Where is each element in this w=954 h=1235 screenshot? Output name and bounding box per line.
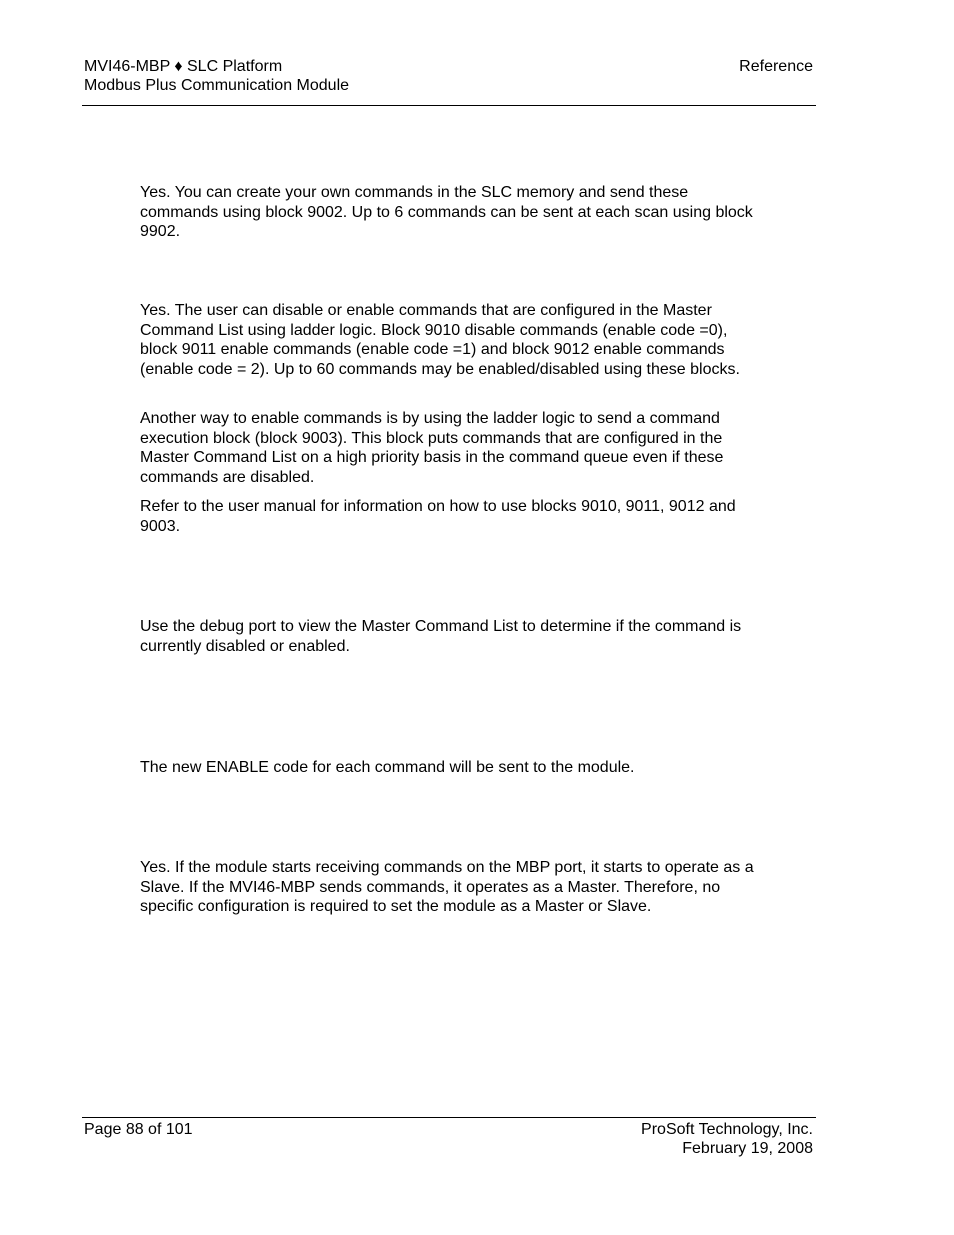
answer-paragraph-2: Yes. The user can disable or enable commands that are configured in the Master Command List using ladder logic. Block 9010 disable commands (enable code =0), block 9011 enable commands (enable code =1) and block 9012 enable commands (enable code = 2). Up to 60 commands may be enabled/disabled using these blocks.: [140, 302, 740, 379]
footer-date: February 19, 2008: [682, 1140, 813, 1157]
answer-paragraph-5: Use the debug port to view the Master Command List to determine if the command is currently disabled or enabled.: [140, 618, 742, 655]
header-divider: [82, 105, 816, 106]
header-product-line: MVI46-MBP ♦ SLC Platform: [84, 58, 283, 75]
footer-divider: [82, 1117, 816, 1118]
page-footer-right: [641, 1120, 813, 1158]
answer-paragraph-4: Refer to the user manual for information on how to use blocks 9010, 9011, 9012 and 9003.: [140, 498, 736, 535]
footer-page-number: Page 88 of 101: [84, 1121, 193, 1138]
answer-paragraph-3: Another way to enable commands is by using the ladder logic to send a command execution block (block 9003). This block puts commands that are configured in the Master Command List on a high priority basis in the command queue even if these commands are disabled.: [140, 410, 724, 487]
page-header-left: [84, 57, 349, 95]
header-section: Reference: [739, 58, 813, 75]
header-module-name: Modbus Plus Communication Module: [84, 77, 350, 94]
answer-paragraph-6: The new ENABLE code for each command will be sent to the module.: [140, 759, 635, 776]
answer-paragraph-1: Yes. You can create your own commands in the SLC memory and send these commands using block 9002. Up to 6 commands can be sent at each scan using block 9902.: [140, 184, 753, 241]
footer-company: ProSoft Technology, Inc.: [641, 1121, 813, 1138]
answer-paragraph-7: Yes. If the module starts receiving commands on the MBP port, it starts to operate as a Slave. If the MVI46-MBP sends commands, it operates as a Master. Therefore, no specific configuration is required to set the module as a Master or Slave.: [140, 859, 754, 916]
